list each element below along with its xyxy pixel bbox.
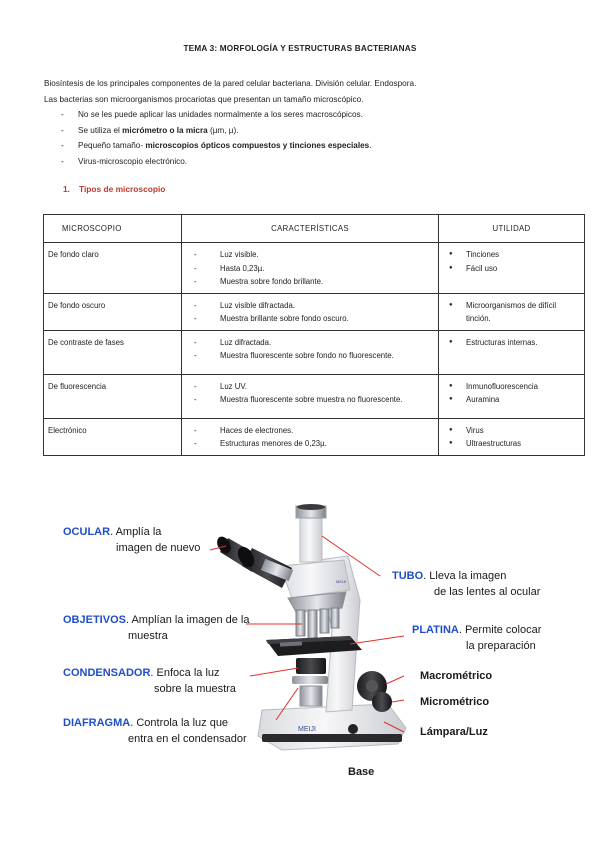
intro-bullet-2-bold: micrómetro o la micra — [122, 125, 208, 135]
label-lampara: Lámpara/Luz — [420, 726, 488, 738]
microscope-figure — [0, 490, 600, 800]
feature-item: - Estructuras menores de 0,23µ. — [194, 437, 434, 451]
section-title: Tipos de microscopio — [79, 184, 166, 194]
label-tubo-text1: . Lleva la imagen — [423, 570, 507, 582]
use-item: ● Fácil uso — [449, 262, 580, 276]
label-platina-line2: la preparación — [466, 640, 536, 652]
label-tubo-key: TUBO — [392, 570, 424, 582]
label-diafragma-line2: entra en el condensador — [128, 733, 247, 745]
intro-section — [44, 76, 564, 169]
label-diafragma-key: DIAFRAGMA — [63, 717, 131, 729]
row-features — [182, 418, 439, 455]
table-row — [44, 330, 585, 374]
row-microscope-name: De fluorescencia — [44, 374, 182, 418]
label-condensador — [63, 665, 220, 681]
label-objetivos-key: OBJETIVOS — [63, 614, 126, 626]
use-item: ● Virus — [449, 424, 580, 438]
row-microscope-name: De fondo claro — [44, 243, 182, 294]
feature-item: - Muestra fluorescente sobre muestra no fluorescente. — [194, 393, 434, 407]
table-row — [44, 418, 585, 455]
intro-bullet-3 — [44, 138, 564, 154]
intro-bullet-2 — [44, 123, 564, 139]
use-item: ● Inmunofluorescencia — [449, 380, 580, 394]
label-ocular — [63, 524, 161, 540]
row-uses — [439, 374, 585, 418]
table-row — [44, 243, 585, 294]
feature-item: - Muestra sobre fondo brillante. — [194, 275, 434, 289]
label-macrometrico: Macrométrico — [420, 670, 493, 682]
intro-bullet-1: - No se les puede aplicar las unidades normalmente a los seres macroscópicos. — [44, 107, 564, 123]
intro-bullet-4: - Virus-microscopio electrónico. — [44, 154, 564, 170]
intro-bullet-3-bold: microscopios ópticos compuestos y tinciones especiales — [145, 141, 370, 150]
label-platina — [412, 622, 541, 638]
label-condensador-key: CONDENSADOR — [63, 667, 151, 679]
table-row — [44, 293, 585, 330]
trinocular-tube — [300, 516, 322, 562]
feature-item: - Muestra fluorescente sobre fondo no fluorescente. — [194, 349, 434, 363]
feature-item: - Luz visible difractada. — [194, 299, 434, 313]
base-dark-strip — [262, 734, 402, 742]
label-ocular-line2: imagen de nuevo — [116, 542, 201, 554]
label-micrometrico: Micrométrico — [420, 696, 490, 708]
intro-bullet-3-post: . — [369, 141, 372, 150]
feature-item: - Haces de electrones. — [194, 424, 434, 438]
row-features — [182, 293, 439, 330]
row-features — [182, 330, 439, 374]
intro-bullet-list — [44, 107, 564, 169]
row-uses — [439, 330, 585, 374]
use-item: ● Microorganismos de difícil tinción. — [449, 299, 580, 326]
use-item: ● Estructuras internas. — [449, 336, 580, 350]
label-ocular-key: OCULAR — [63, 526, 111, 538]
label-tubo-line2: de las lentes al ocular — [434, 586, 541, 598]
row-uses — [439, 418, 585, 455]
feature-item: - Hasta 0,23µ. — [194, 262, 434, 276]
row-microscope-name: Electrónico — [44, 418, 182, 455]
label-condensador-text1: . Enfoca la luz — [150, 667, 220, 679]
label-ocular-text1: . Amplía la — [110, 526, 162, 538]
row-microscope-name: De contraste de fases — [44, 330, 182, 374]
section-heading — [63, 184, 165, 194]
table-header-row — [44, 215, 585, 243]
intro-bullet-2-post: (µm, µ). — [207, 125, 239, 135]
trinocular-opening — [297, 504, 325, 510]
label-objetivos-text1: . Amplían la imagen de la — [125, 614, 250, 626]
section-number: 1. — [63, 184, 70, 194]
base-knob — [348, 724, 358, 734]
label-platina-text1: . Permite colocar — [458, 624, 542, 636]
label-platina-key: PLATINA — [412, 624, 459, 636]
diaphragm-ring — [292, 676, 328, 684]
base-brand: MEIJI — [298, 726, 316, 733]
label-objetivos-line2: muestra — [128, 630, 168, 642]
use-item: ● Auramina — [449, 393, 580, 407]
use-item: ● Ultraestructuras — [449, 437, 580, 451]
row-features — [182, 243, 439, 294]
header-microscopio: MICROSCOPIO — [44, 215, 182, 243]
row-features — [182, 374, 439, 418]
header-utilidad: UTILIDAD — [439, 215, 585, 243]
intro-bullet-3-pre: Pequeño tamaño- — [78, 141, 146, 150]
row-uses — [439, 243, 585, 294]
intro-bullet-2-pre: Se utiliza el — [78, 125, 123, 135]
page-title: TEMA 3: MORFOLOGÍA Y ESTRUCTURAS BACTERIANAS — [183, 44, 417, 53]
row-uses — [439, 293, 585, 330]
label-objetivos — [63, 612, 250, 628]
label-diafragma — [63, 715, 228, 731]
row-microscope-name: De fondo oscuro — [44, 293, 182, 330]
intro-paragraph-2: Las bacterias son microorganismos procariotas que presentan un tamaño microscópico. — [44, 94, 364, 104]
label-base: Base — [348, 766, 375, 778]
table-row — [44, 374, 585, 418]
feature-item: - Luz difractada. — [194, 336, 434, 350]
feature-item: - Luz visible. — [194, 248, 434, 262]
condenser — [296, 658, 326, 674]
use-item: ● Tinciones — [449, 248, 580, 262]
label-tubo — [392, 568, 506, 584]
microscope-table — [43, 214, 585, 456]
intro-paragraph-1: Biosíntesis de los principales componentes de la pared celular bacteriana. División celular. Endospora. — [44, 79, 417, 88]
feature-item: - Muestra brillante sobre fondo oscuro. — [194, 312, 434, 326]
label-condensador-line2: sobre la muestra — [154, 683, 236, 695]
head-brand: MEIJI — [336, 579, 347, 584]
feature-item: - Luz UV. — [194, 380, 434, 394]
header-caracteristicas: CARACTERÍSTICAS — [182, 215, 439, 243]
label-diafragma-text1: . Controla la luz que — [130, 717, 229, 729]
fine-focus-knob — [372, 692, 392, 712]
